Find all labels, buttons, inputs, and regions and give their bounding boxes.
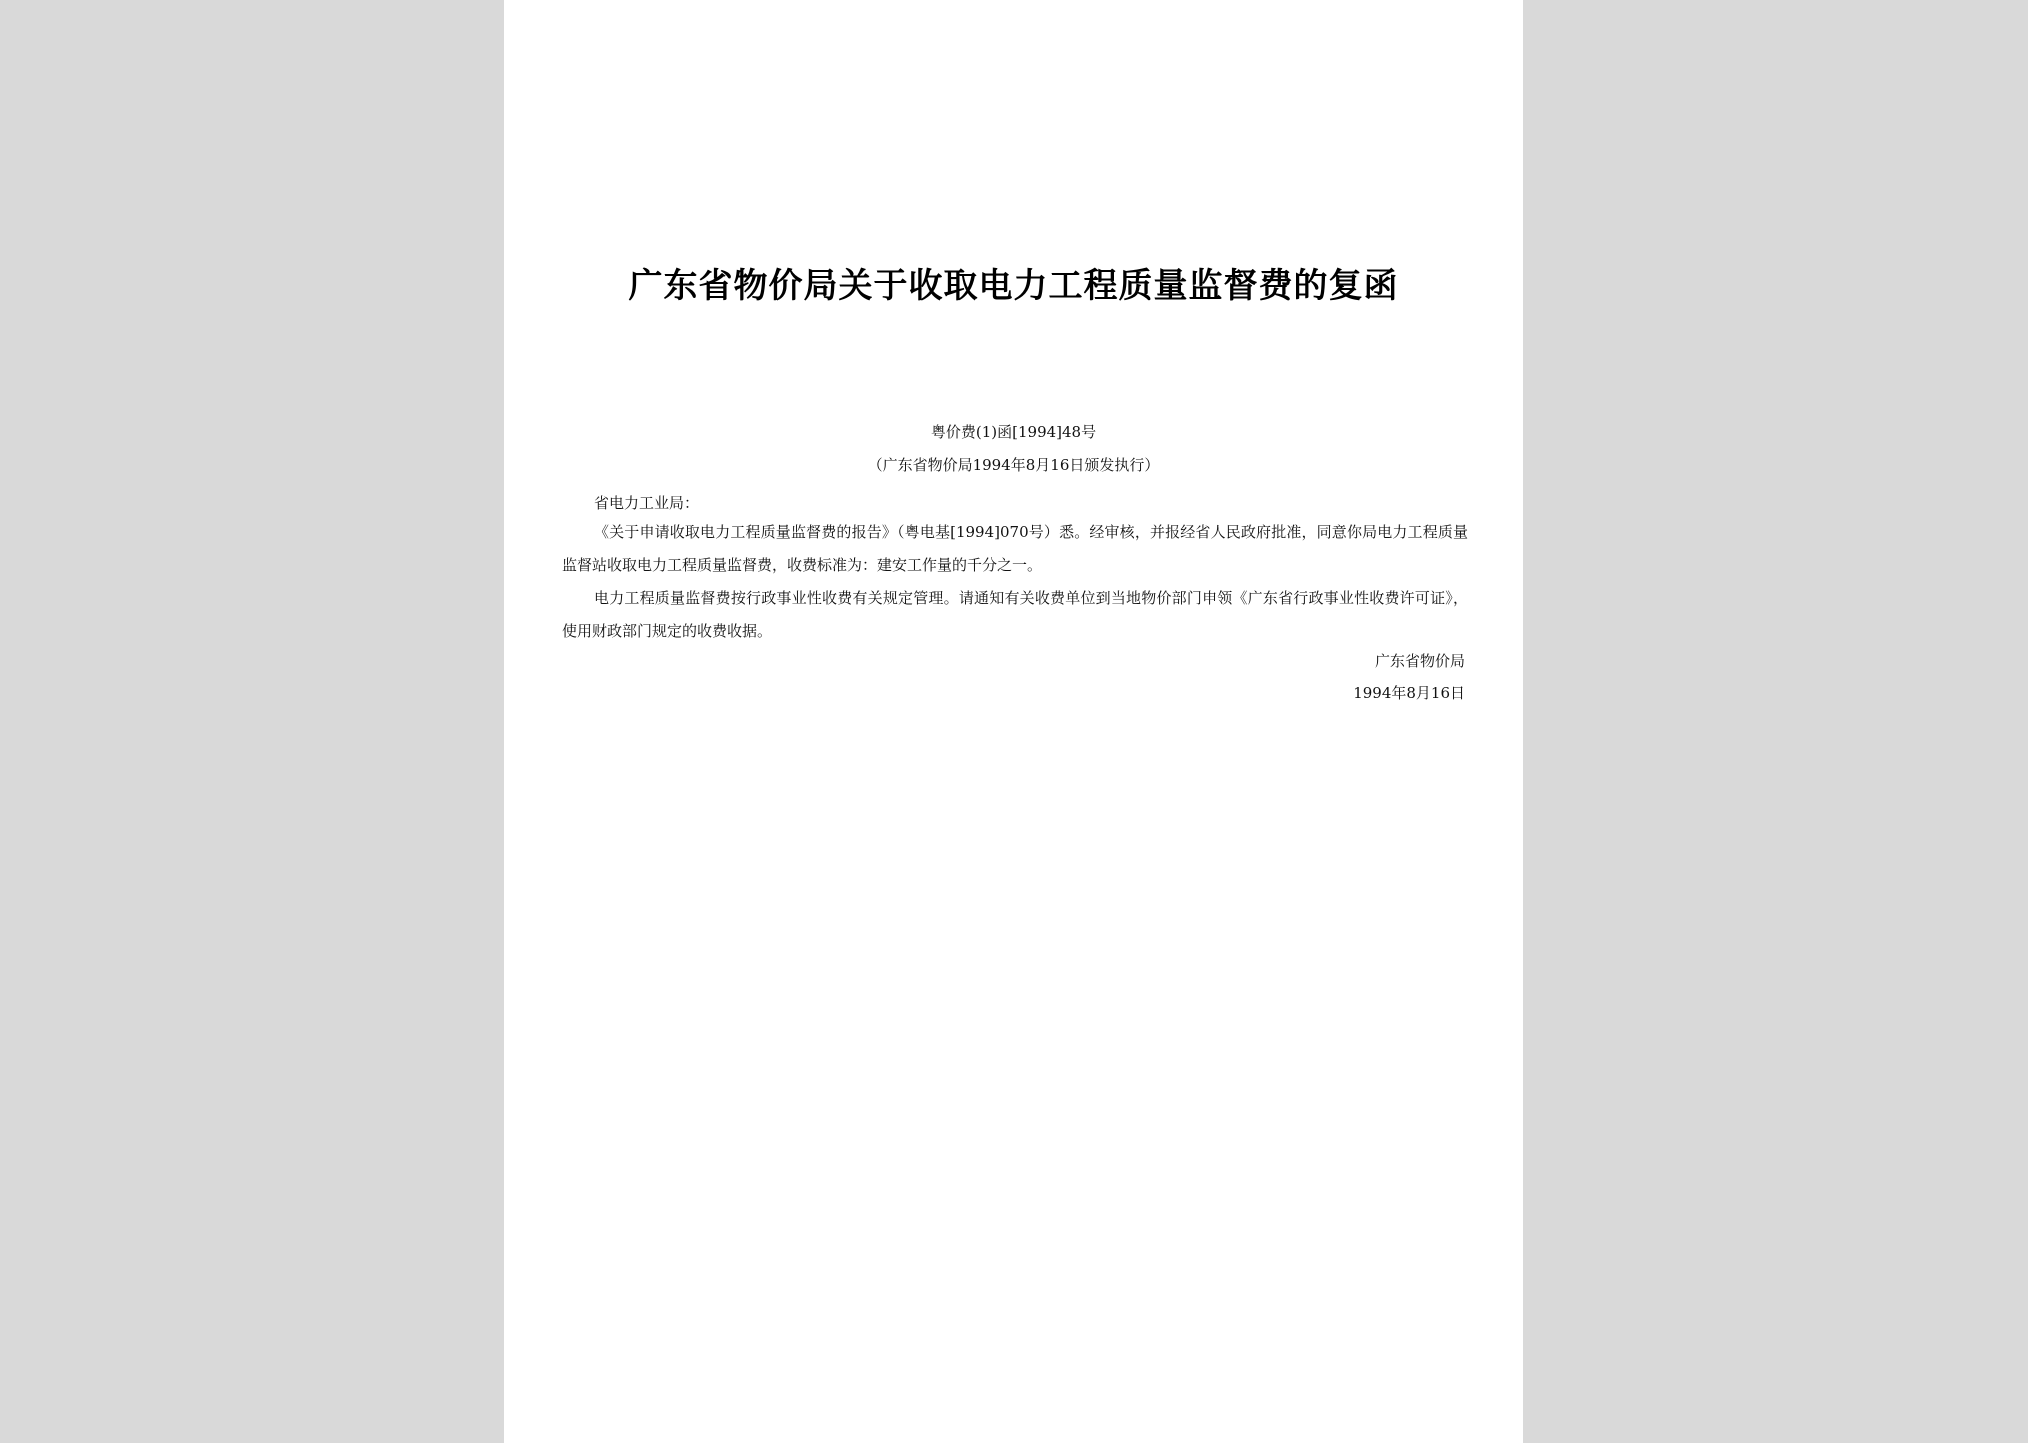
issued-note: （广东省物价局1994年8月16日颁发执行）: [867, 456, 1160, 474]
salutation: 省电力工业局：: [594, 494, 700, 512]
document-page: [504, 0, 1523, 1443]
sign-date: 1994年8月16日: [1353, 684, 1465, 702]
paragraph-2: 电力工程质量监督费按行政事业性收费有关规定管理。请通知有关收费单位到当地物价部门申领《广东省行政事业性收费许可证》，使用财政部门规定的收费收据。: [562, 589, 1468, 640]
signer: 广东省物价局: [1374, 652, 1465, 670]
document-number: 粤价费(1)函[1994]48号: [930, 423, 1097, 441]
paragraph-1: 《关于申请收取电力工程质量监督费的报告》（粤电基[1994]070号）悉。经审核，并报经省人民政府批准，同意你局电力工程质量监督站收取电力工程质量监督费，收费标准为：建安工作量的千分之一。: [562, 523, 1468, 574]
document-title: 广东省物价局关于收取电力工程质量监督费的复函: [628, 266, 1399, 306]
